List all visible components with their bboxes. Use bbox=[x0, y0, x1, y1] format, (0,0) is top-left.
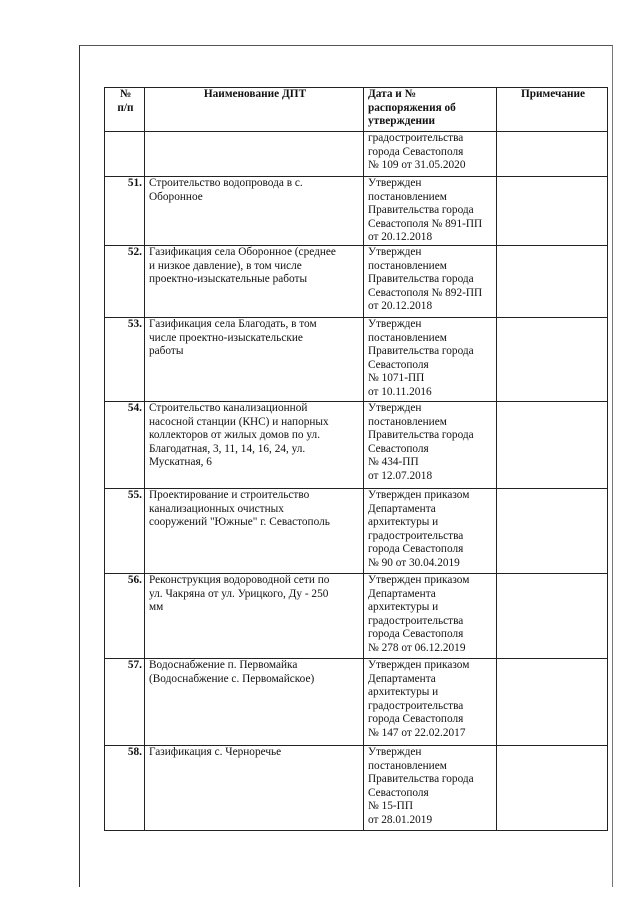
row-date: Утвержден постановлением Правительства города Севастополя № 892-ПП от 20.12.2018 bbox=[364, 245, 497, 317]
table-row bbox=[105, 488, 608, 573]
table-header-row bbox=[105, 88, 608, 132]
table-row bbox=[105, 745, 608, 830]
row-date: Утвержден постановлением Правительства города Севастополя № 434-ПП от 12.07.2018 bbox=[364, 401, 497, 488]
row-note bbox=[497, 745, 608, 830]
row-note bbox=[497, 317, 608, 401]
table-row bbox=[105, 177, 608, 246]
row-date: Утвержден приказом Департамента архитектуры и градостроительства города Севастополя № 90 от 30.04.2019 bbox=[364, 488, 497, 573]
row-date: Утвержден постановлением Правительства города Севастополя № 1071-ПП от 10.11.2016 bbox=[364, 317, 497, 401]
row-note bbox=[497, 177, 608, 246]
row-name: Реконструкция водороводной сети по ул. Чакряна от ул. Урицкого, Ду - 250 мм bbox=[145, 573, 364, 658]
dpt-table bbox=[104, 87, 608, 831]
row-date: Утвержден постановлением Правительства города Севастополя № 15-ПП от 28.01.2019 bbox=[364, 745, 497, 830]
header-name: Наименование ДПТ bbox=[145, 88, 364, 132]
row-date: Утвержден приказом Департамента архитектуры и градостроительства города Севастополя № 278 от 06.12.2019 bbox=[364, 573, 497, 658]
row-name: Строительство водопровода в с. Оборонное bbox=[145, 177, 364, 246]
row-name: Газификация с. Черноречье bbox=[145, 745, 364, 830]
row-number: 55. bbox=[105, 488, 145, 573]
row-note bbox=[497, 401, 608, 488]
table-row bbox=[105, 573, 608, 658]
row-date: Утвержден приказом Департамента архитектуры и градостроительства города Севастополя № 147 от 22.02.2017 bbox=[364, 658, 497, 745]
row-name: Газификация села Оборонное (среднее и низкое давление), в том числе проектно-изыскательные работы bbox=[145, 245, 364, 317]
cell-name-empty bbox=[145, 132, 364, 177]
row-date: Утвержден постановлением Правительства города Севастополя № 891-ПП от 20.12.2018 bbox=[364, 177, 497, 246]
row-number: 58. bbox=[105, 745, 145, 830]
cell-date-continuation: градостроительства города Севастополя № 109 от 31.05.2020 bbox=[364, 132, 497, 177]
row-number: 54. bbox=[105, 401, 145, 488]
table-row-continuation bbox=[105, 132, 608, 177]
table-row bbox=[105, 658, 608, 745]
row-name: Водоснабжение п. Первомайка (Водоснабжение с. Первомайское) bbox=[145, 658, 364, 745]
row-number: 56. bbox=[105, 573, 145, 658]
header-note: Примечание bbox=[497, 88, 608, 132]
header-date: Дата и № распоряжения об утверждении bbox=[364, 88, 497, 132]
table-row bbox=[105, 245, 608, 317]
cell-num-empty bbox=[105, 132, 145, 177]
row-note bbox=[497, 658, 608, 745]
row-number: 52. bbox=[105, 245, 145, 317]
row-name: Строительство канализационной насосной станции (КНС) и напорных коллекторов от жилых домов по ул. Благодатная, 3, 11, 14, 16, 24, ул. Мускатная, 6 bbox=[145, 401, 364, 488]
table-row bbox=[105, 317, 608, 401]
row-name: Газификация села Благодать, в том числе проектно-изыскательские работы bbox=[145, 317, 364, 401]
cell-note-empty bbox=[497, 132, 608, 177]
header-num: № п/п bbox=[105, 88, 145, 132]
row-number: 53. bbox=[105, 317, 145, 401]
row-note bbox=[497, 573, 608, 658]
row-note bbox=[497, 245, 608, 317]
row-number: 57. bbox=[105, 658, 145, 745]
table-row bbox=[105, 401, 608, 488]
row-note bbox=[497, 488, 608, 573]
row-name: Проектирование и строительство канализационных очистных сооружений "Южные" г. Севастополь bbox=[145, 488, 364, 573]
row-number: 51. bbox=[105, 177, 145, 246]
